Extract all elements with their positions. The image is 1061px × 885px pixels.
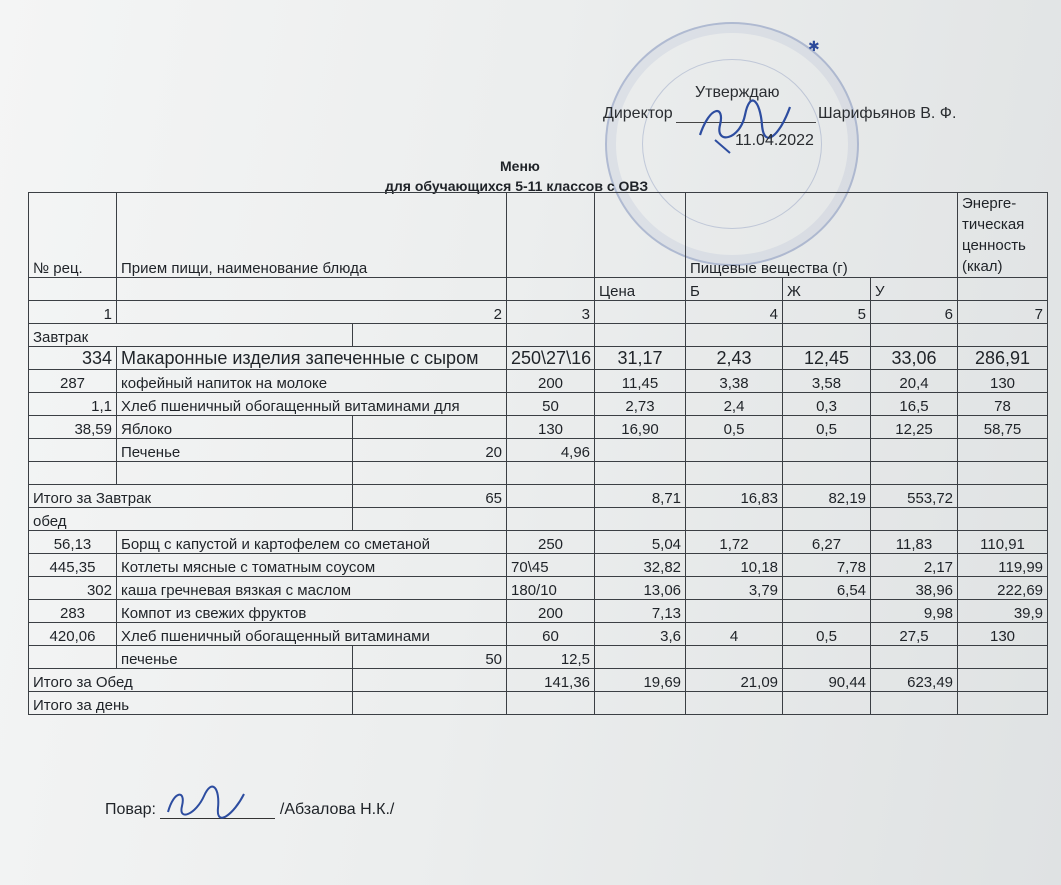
- empty-row: [29, 462, 1048, 485]
- colnum: 4: [686, 301, 783, 324]
- cell-price: 3,6: [595, 623, 686, 646]
- cell-u: 33,06: [871, 347, 958, 370]
- cell-portion: 50: [507, 393, 595, 416]
- table-row: [29, 531, 1048, 554]
- cell-zh: [686, 646, 783, 669]
- cell-price: 31,17: [595, 347, 686, 370]
- cell-b: 3,38: [686, 370, 783, 393]
- table-row: [29, 623, 1048, 646]
- cell-name: каша гречневая вязкая с маслом: [117, 577, 507, 600]
- header-rec: № рец.: [29, 193, 117, 278]
- total-b: 19,69: [595, 669, 686, 692]
- cell-price: 16,90: [595, 416, 686, 439]
- cell-price: 13,06: [595, 577, 686, 600]
- total-zh: 21,09: [686, 669, 783, 692]
- cell-price: 11,45: [595, 370, 686, 393]
- cell-rec: 1,1: [29, 393, 117, 416]
- total-label: Итого за Завтрак: [29, 485, 353, 508]
- cell-rec: 287: [29, 370, 117, 393]
- header-nutrients: Пищевые вещества (г): [686, 193, 958, 278]
- total-u: 90,44: [783, 669, 871, 692]
- cell-u: 27,5: [871, 623, 958, 646]
- cell-u: [783, 439, 871, 462]
- section-label: обед: [29, 508, 353, 531]
- total-label: Итого за день: [29, 692, 353, 715]
- table-row: [29, 554, 1048, 577]
- star-mark: ✱: [808, 38, 820, 54]
- cell-b: [686, 600, 783, 623]
- menu-subtitle: для обучающихся 5-11 классов с ОВЗ: [385, 178, 649, 194]
- cell-kcal: [871, 646, 958, 669]
- cell-portion: 130: [507, 416, 595, 439]
- cell-b: 10,18: [686, 554, 783, 577]
- cell-rec: 334: [29, 347, 117, 370]
- colnum: 2: [117, 301, 507, 324]
- cell-name: Хлеб пшеничный обогащенный витаминами: [117, 623, 507, 646]
- total-portion: 65: [353, 485, 507, 508]
- cell-kcal: 39,9: [958, 600, 1048, 623]
- cell-rec: 283: [29, 600, 117, 623]
- cell-portion: 180/10: [507, 577, 595, 600]
- cook-signature-line: [160, 800, 275, 819]
- cook-signature-block: [105, 800, 394, 819]
- header-b: Б: [686, 278, 783, 301]
- header-energy: Энерге- тическая ценность (ккал): [958, 193, 1048, 278]
- cell-zh: [783, 600, 871, 623]
- cell-u: [783, 646, 871, 669]
- cell-kcal: 286,91: [958, 347, 1048, 370]
- cell-portion: 20: [353, 439, 507, 462]
- cell-price: 32,82: [595, 554, 686, 577]
- cell-name: Макаронные изделия запеченные с сыром: [117, 347, 507, 370]
- header-u: У: [871, 278, 958, 301]
- cell-kcal: 130: [958, 623, 1048, 646]
- cell-price: 7,13: [595, 600, 686, 623]
- director-label: Директор: [603, 105, 673, 122]
- cell-rec: 302: [29, 577, 117, 600]
- cell-portion: 200: [507, 600, 595, 623]
- table-row: [29, 439, 1048, 462]
- table-row: [29, 347, 1048, 370]
- table-row: [29, 393, 1048, 416]
- total-label: Итого за Обед: [29, 669, 353, 692]
- cell-kcal: 58,75: [958, 416, 1048, 439]
- header-price: Цена: [595, 278, 686, 301]
- cell-name: Котлеты мясные с томатным соусом: [117, 554, 507, 577]
- table-row: [29, 577, 1048, 600]
- cell-rec: 38,59: [29, 416, 117, 439]
- cell-kcal: 110,91: [958, 531, 1048, 554]
- cook-name: /Абзалова Н.К./: [279, 801, 395, 818]
- cell-portion: 250\27\16: [507, 347, 595, 370]
- cell-kcal: 222,69: [958, 577, 1048, 600]
- cell-u: 16,5: [871, 393, 958, 416]
- cell-name: Борщ с капустой и картофелем со сметаной: [117, 531, 507, 554]
- cell-kcal: [871, 439, 958, 462]
- total-zh: 16,83: [686, 485, 783, 508]
- colnum: 3: [507, 301, 595, 324]
- table-row: [29, 600, 1048, 623]
- table-row: [29, 370, 1048, 393]
- header-meal: Прием пищи, наименование блюда: [117, 193, 507, 278]
- cell-name: кофейный напиток на молоке: [117, 370, 507, 393]
- cell-rec: 56,13: [29, 531, 117, 554]
- cell-rec: [29, 646, 117, 669]
- cell-zh: 6,54: [783, 577, 871, 600]
- cell-zh: 7,78: [783, 554, 871, 577]
- header-zh: Ж: [783, 278, 871, 301]
- cell-b: 0,5: [686, 416, 783, 439]
- cell-u: 11,83: [871, 531, 958, 554]
- cell-rec: [29, 439, 117, 462]
- total-price: [507, 485, 595, 508]
- cell-b: 4: [686, 623, 783, 646]
- colnum: 5: [783, 301, 871, 324]
- table-row: [29, 416, 1048, 439]
- cell-zh: 0,3: [783, 393, 871, 416]
- cell-rec: 420,06: [29, 623, 117, 646]
- cell-name: Печенье: [117, 439, 353, 462]
- cell-kcal: 119,99: [958, 554, 1048, 577]
- cell-u: 12,25: [871, 416, 958, 439]
- cell-b: 3,79: [686, 577, 783, 600]
- cell-b: [595, 646, 686, 669]
- cell-zh: 0,5: [783, 623, 871, 646]
- cell-zh: 3,58: [783, 370, 871, 393]
- cell-portion: 60: [507, 623, 595, 646]
- cell-portion: 50: [353, 646, 507, 669]
- cell-b: 2,4: [686, 393, 783, 416]
- cell-zh: 6,27: [783, 531, 871, 554]
- colnum: 7: [958, 301, 1048, 324]
- cell-u: 38,96: [871, 577, 958, 600]
- section-label: Завтрак: [29, 324, 353, 347]
- approved-label: Утверждаю: [695, 84, 780, 101]
- total-kcal: 553,72: [871, 485, 958, 508]
- section-row-breakfast: [29, 324, 1048, 347]
- cell-b: [595, 439, 686, 462]
- cell-price: 5,04: [595, 531, 686, 554]
- menu-table: [28, 192, 1048, 715]
- cell-name: Хлеб пшеничный обогащенный витаминами для: [117, 393, 507, 416]
- cell-name: Компот из свежих фруктов: [117, 600, 507, 623]
- cell-u: 9,98: [871, 600, 958, 623]
- cell-b: 1,72: [686, 531, 783, 554]
- cell-price: 2,73: [595, 393, 686, 416]
- cell-kcal: 130: [958, 370, 1048, 393]
- table-row: [29, 646, 1048, 669]
- cell-price: 12,5: [507, 646, 595, 669]
- cell-rec: 445,35: [29, 554, 117, 577]
- cell-price: 4,96: [507, 439, 595, 462]
- section-row-lunch: [29, 508, 1048, 531]
- cell-zh: 12,45: [783, 347, 871, 370]
- cell-name: Яблоко: [117, 416, 353, 439]
- total-row-breakfast: [29, 485, 1048, 508]
- table-header-row: [29, 193, 1048, 278]
- total-b: 8,71: [595, 485, 686, 508]
- total-price: 141,36: [507, 669, 595, 692]
- colnum: 6: [871, 301, 958, 324]
- total-portion: [353, 669, 507, 692]
- cell-portion: 250: [507, 531, 595, 554]
- director-name: Шарифьянов В. Ф.: [818, 105, 957, 122]
- approval-date: 11.04.2022: [735, 132, 814, 149]
- cell-portion: 200: [507, 370, 595, 393]
- cook-signature: [160, 784, 250, 820]
- cell-portion: 70\45: [507, 554, 595, 577]
- cell-name: печенье: [117, 646, 353, 669]
- colnum: 1: [29, 301, 117, 324]
- table-subheader-row: [29, 278, 1048, 301]
- total-u: 82,19: [783, 485, 871, 508]
- total-row-lunch: [29, 669, 1048, 692]
- cell-zh: 0,5: [783, 416, 871, 439]
- total-row-day: [29, 692, 1048, 715]
- cell-u: 20,4: [871, 370, 958, 393]
- cook-label: Повар:: [105, 801, 156, 818]
- cell-b: 2,43: [686, 347, 783, 370]
- cell-zh: [686, 439, 783, 462]
- cell-kcal: 78: [958, 393, 1048, 416]
- column-number-row: [29, 301, 1048, 324]
- total-kcal: 623,49: [871, 669, 958, 692]
- menu-title: Меню: [500, 158, 540, 174]
- cell-u: 2,17: [871, 554, 958, 577]
